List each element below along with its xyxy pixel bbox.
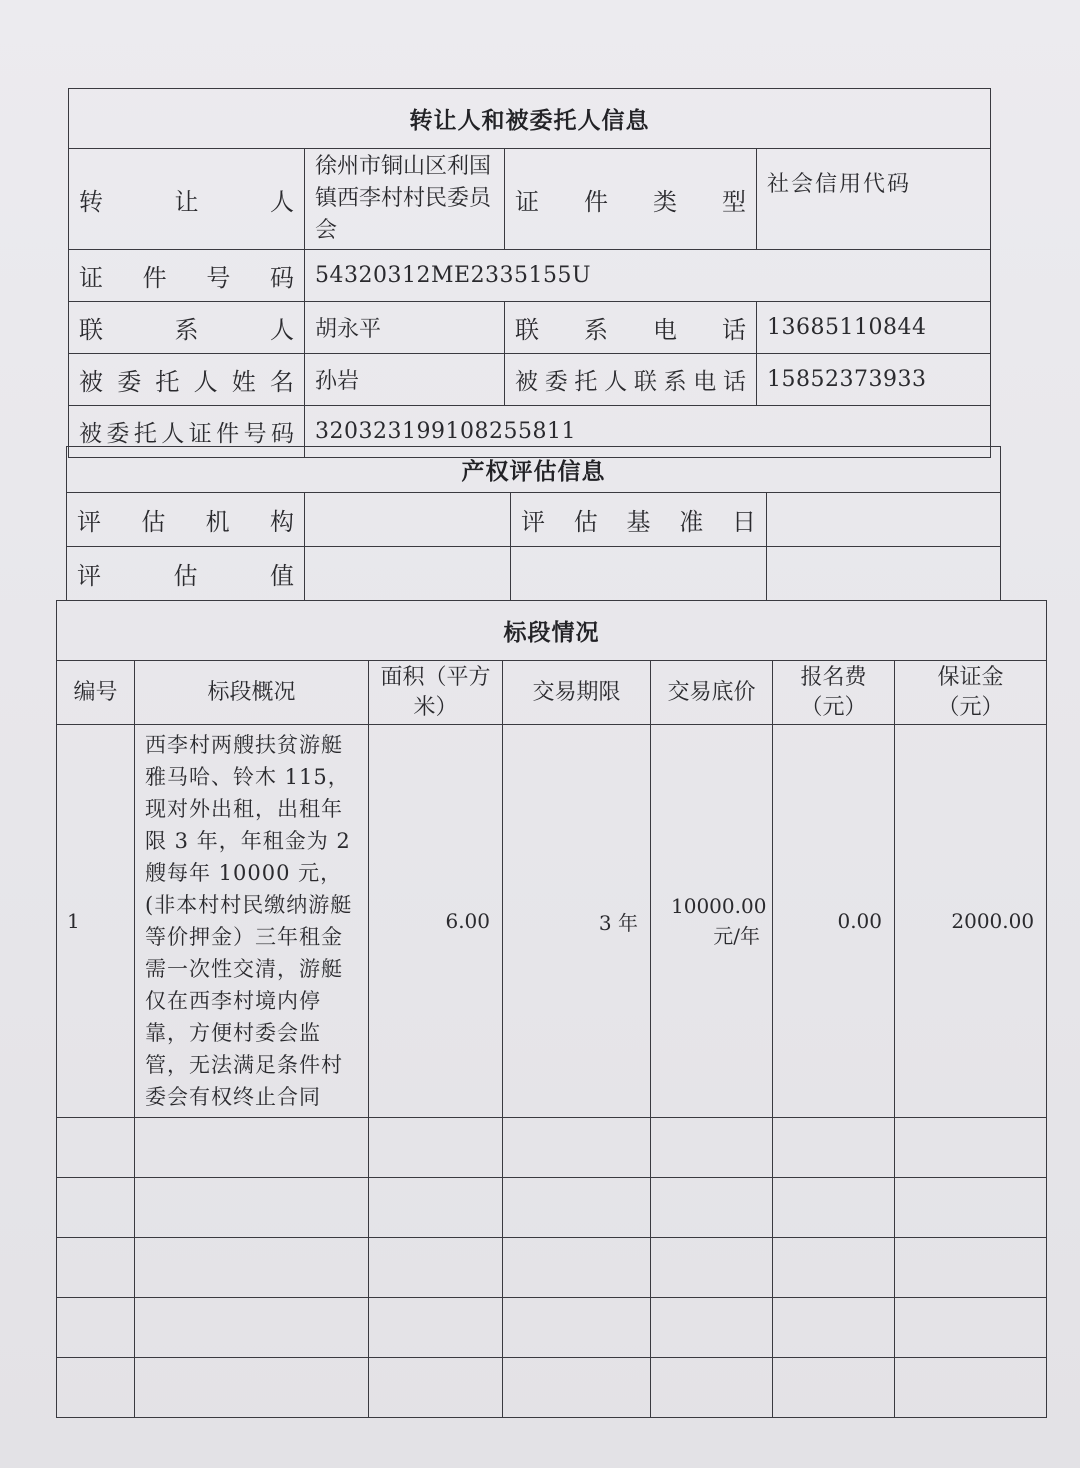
id-number-label: 证件号码 bbox=[69, 250, 305, 302]
lot-deposit: 2000.00 bbox=[895, 725, 1047, 1118]
agent-phone-value: 15852373933 bbox=[757, 354, 991, 406]
agent-phone-label: 被委托人联系电话 bbox=[505, 354, 757, 406]
section-title-transferor: 转让人和被委托人信息 bbox=[69, 89, 991, 149]
eval-agency-value bbox=[305, 493, 511, 547]
table-row-empty bbox=[57, 1358, 1047, 1418]
eval-value-value bbox=[305, 547, 511, 601]
agent-name-value: 孙岩 bbox=[305, 354, 505, 406]
phone-label: 联系电话 bbox=[505, 302, 757, 354]
header-summary: 标段概况 bbox=[135, 661, 369, 725]
header-base-price: 交易底价 bbox=[651, 661, 773, 725]
eval-date-label: 评估基准日 bbox=[511, 493, 767, 547]
lot-reg-fee: 0.00 bbox=[773, 725, 895, 1118]
agent-id-value: 320323199108255811 bbox=[305, 406, 991, 458]
id-number-value: 54320312ME2335155U bbox=[305, 250, 991, 302]
header-no: 编号 bbox=[57, 661, 135, 725]
agent-id-label: 被委托人证件号码 bbox=[69, 406, 305, 458]
header-area: 面积（平方米） bbox=[369, 661, 503, 725]
lot-base-price: 10000.00 元/年 bbox=[651, 725, 773, 1118]
lots-table bbox=[56, 600, 1047, 1418]
table-row-empty bbox=[57, 1238, 1047, 1298]
transferor-info-table bbox=[68, 88, 991, 458]
lot-term: 3 年 bbox=[503, 725, 651, 1118]
eval-empty-cell-1 bbox=[511, 547, 767, 601]
contact-value: 胡永平 bbox=[305, 302, 505, 354]
eval-date-value bbox=[767, 493, 1001, 547]
section-title-evaluation: 产权评估信息 bbox=[67, 447, 1001, 493]
lot-area: 6.00 bbox=[369, 725, 503, 1118]
lot-no: 1 bbox=[57, 725, 135, 1118]
lot-summary: 西李村两艘扶贫游艇雅马哈、铃木 115，现对外出租，出租年限 3 年，年租金为 2 艘每年 10000 元，(非本村村民缴纳游艇等价押金）三年租金需一次性交清，游艇仅在西李村境内停靠，方便村委会监管，无法满足条件村委会有权终止合同 bbox=[135, 725, 369, 1118]
table-row-empty bbox=[57, 1178, 1047, 1238]
agent-name-label: 被委托人姓名 bbox=[69, 354, 305, 406]
table-row-empty bbox=[57, 1118, 1047, 1178]
header-deposit: 保证金（元） bbox=[895, 661, 1047, 725]
eval-empty-cell-2 bbox=[767, 547, 1001, 601]
table-row-empty bbox=[57, 1298, 1047, 1358]
header-term: 交易期限 bbox=[503, 661, 651, 725]
transferor-label: 转让人 bbox=[69, 149, 305, 250]
eval-value-label: 评估值 bbox=[67, 547, 305, 601]
table-row bbox=[57, 725, 1047, 1118]
evaluation-info-table bbox=[66, 446, 1001, 601]
phone-value: 13685110844 bbox=[757, 302, 991, 354]
id-type-value: 社会信用代码 bbox=[757, 149, 991, 250]
transferor-value: 徐州市铜山区利国镇西李村村民委员会 bbox=[305, 149, 505, 250]
id-type-label: 证件类型 bbox=[505, 149, 757, 250]
header-reg-fee: 报名费（元） bbox=[773, 661, 895, 725]
contact-label: 联系人 bbox=[69, 302, 305, 354]
section-title-lots: 标段情况 bbox=[57, 601, 1047, 661]
eval-agency-label: 评估机构 bbox=[67, 493, 305, 547]
